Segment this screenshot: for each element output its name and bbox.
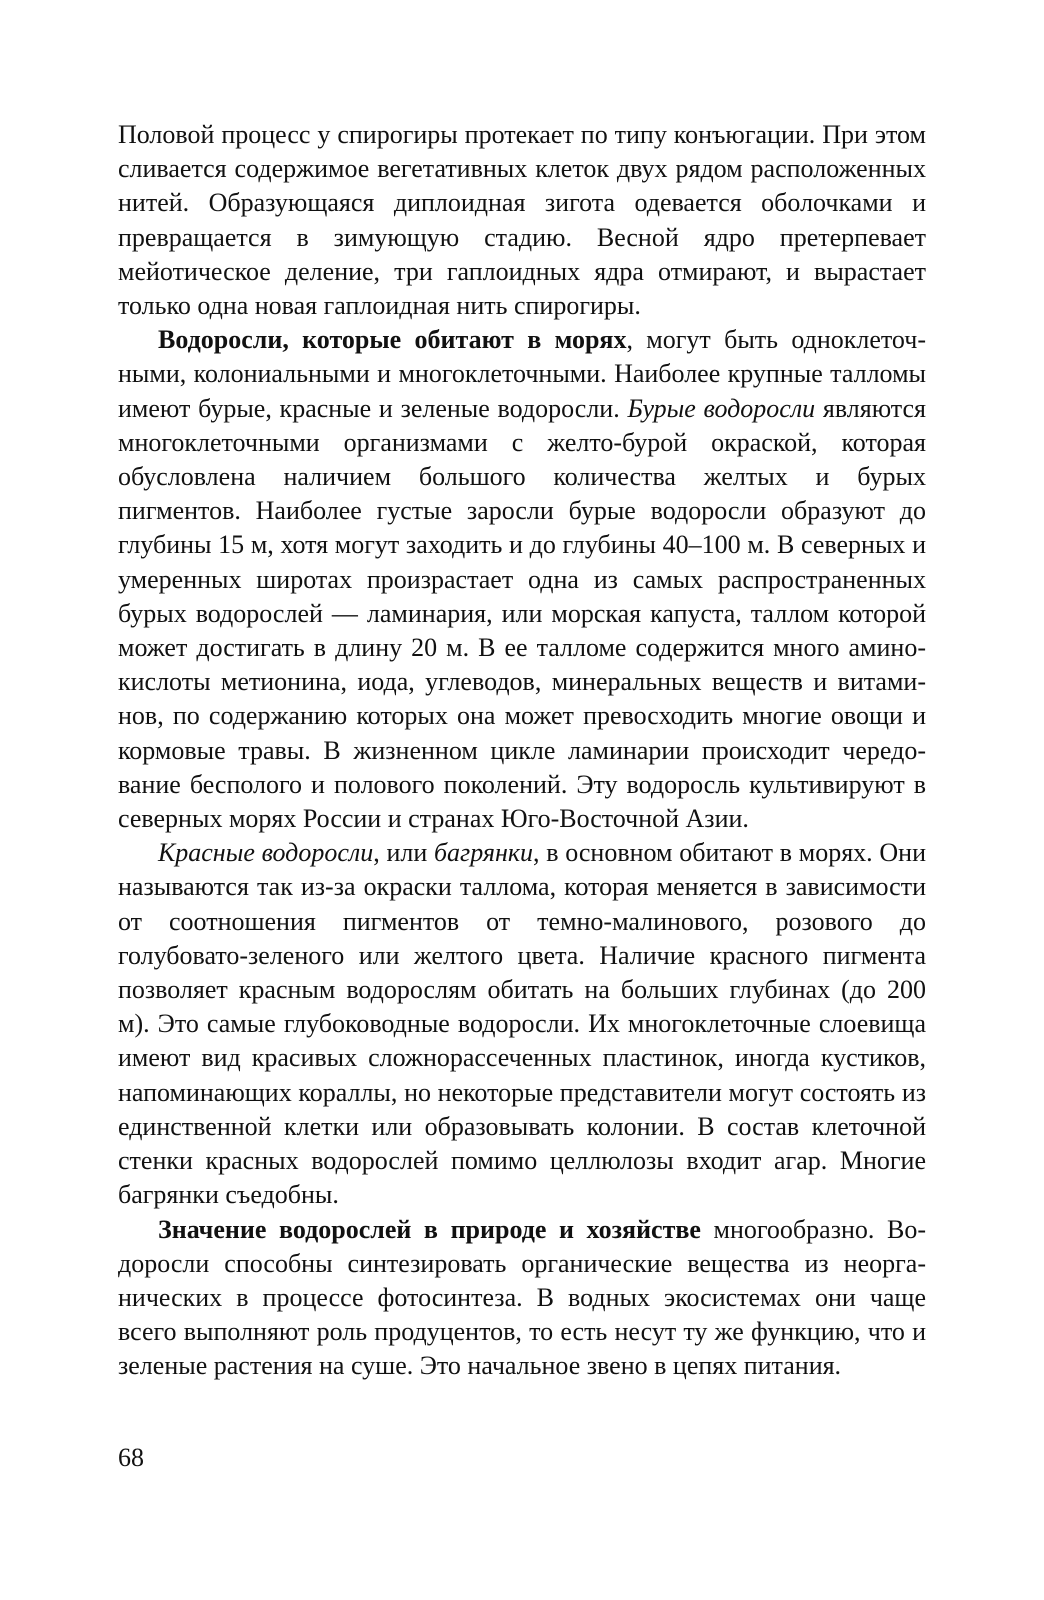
paragraph-marine-algae	[118, 323, 926, 836]
bold-term: Водоросли, которые обитают в морях	[158, 325, 627, 355]
italic-term: Красные водоросли	[158, 838, 374, 868]
paragraph-text: , или	[373, 838, 434, 868]
paragraph-text: многообразно. Водоросли способны синтезировать органические вещества из неорганических в процессе фотосинтеза. В водных экосистемах они чаще всего выполняют роль продуцентов, то есть несут ту же функцию, что и зеленые растения на суше. Это начальное звено в цепях питания.	[118, 1214, 926, 1381]
paragraph-spirogyra-reproduction	[118, 118, 926, 323]
italic-term: багрянки	[433, 838, 534, 868]
page-number: 68	[118, 1443, 144, 1472]
paragraph-text: Половой процесс у спирогиры протекает по типу конъюгации. При этом сливается содержимое вегетативных клеток двух рядом расположенных нитей. Образующаяся диплоидная зигота одевается оболочками и превращается в зимующую стадию. Весной ядро претерпевает мейотическое деление, три гаплоидных ядра отмирают, и вырастает только одна новая гаплоидная нить спирогиры.	[118, 120, 926, 321]
page-body	[118, 118, 926, 1384]
italic-term: Бурые водоросли	[627, 393, 816, 423]
paragraph-text: , могут быть одноклеточными, колониальными и многоклеточными. Наиболее крупные талломы имеют бурые, красные и зеленые водоросли.	[118, 325, 926, 423]
paragraph-red-algae	[118, 836, 926, 1212]
paragraph-text: являются многоклеточными организмами с желто-бурой окраской, которая обусловлена наличием большого количества желтых и бурых пигментов. Наиболее густые заросли бурые водоросли образуют до глубины 15 м, хотя могут заходить и до глубины 40–100 м. В северных и умеренных широтах произрастает одна из самых распространенных бурых водорослей — ламинария, или морская капуста, таллом которой может достигать в длину 20 м. В ее талломе содержится много аминокислоты метионина, иода, углеводов, минеральных веществ и витаминов, по содержанию которых она может превосходить многие овощи и кормовые травы. В жизненном цикле ламинарии происходит чередование бесполого и полового поколений. Эту водоросль культивируют в северных морях России и странах Юго-Восточной Азии.	[118, 393, 926, 834]
paragraph-algae-significance	[118, 1213, 926, 1384]
paragraph-text: , в основном обитают в морях. Они называются так из-за окраски таллома, которая меняется в зависимости от соотношения пигментов от темно-малинового, розового до голубовато-зеленого или желтого цвета. Наличие красного пигмента позволяет красным водорослям обитать на больших глубинах (до 200 м). Это самые глубоководные водоросли. Их многоклеточные слоевища имеют вид красивых сложнорассеченных пластинок, иногда кустиков, напоминающих кораллы, но некоторые представители могут состоять из единственной клетки или образовывать колонии. В состав клеточной стенки красных водорослей помимо целлюлозы входит агар. Многие багрянки съедобны.	[118, 838, 927, 1210]
bold-term: Значение водорослей в природе и хозяйстве	[158, 1214, 701, 1244]
